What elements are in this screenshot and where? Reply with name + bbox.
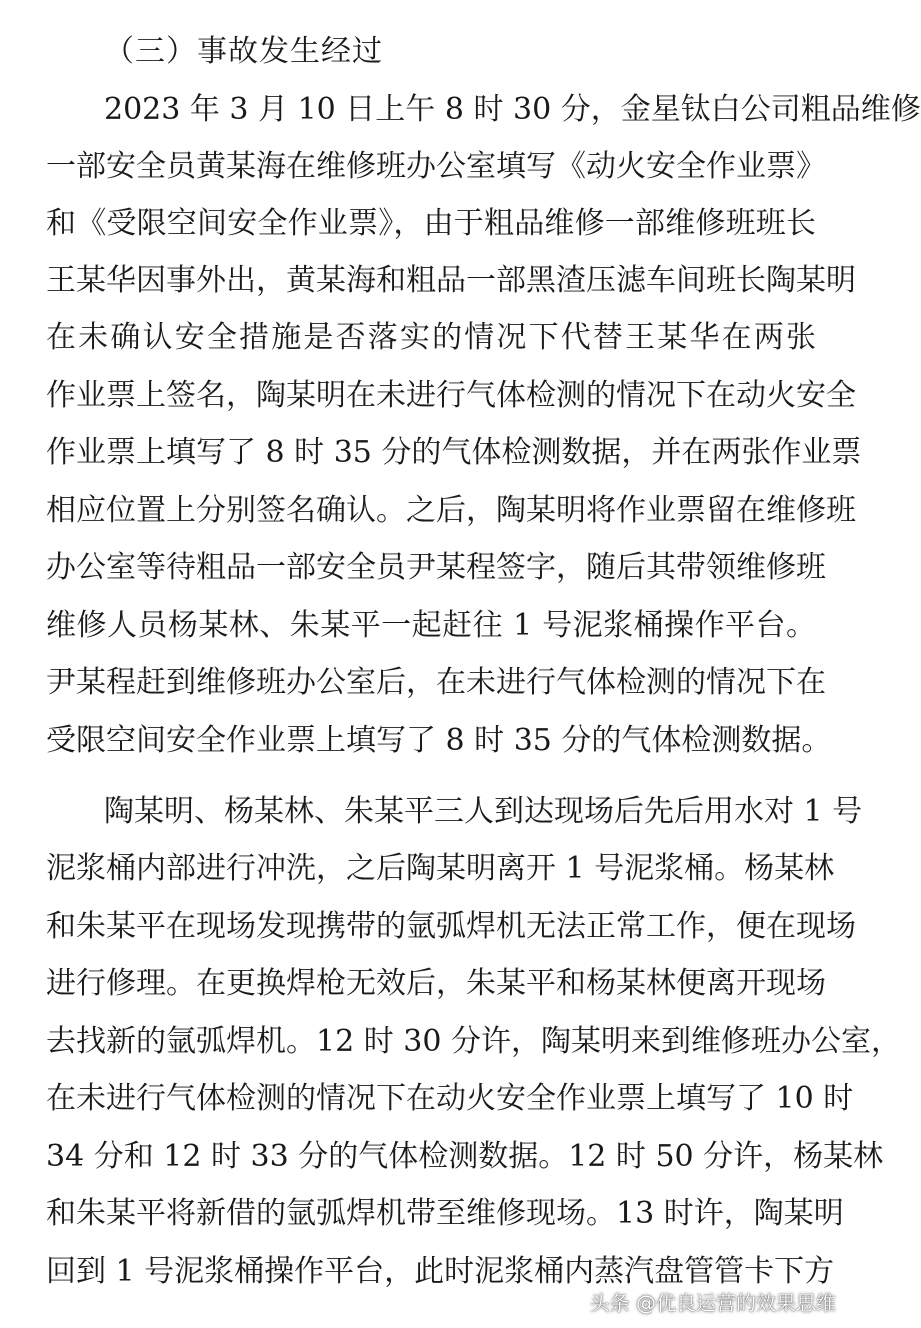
paragraph-1-line: 和《受限空间安全作业票》，由于粗品维修一部维修班班长: [46, 206, 816, 241]
paragraph-1-line: 王某华因事外出，黄某海和粗品一部黑渣压滤车间班长陶某明: [46, 263, 856, 298]
paragraph-1-line: 相应位置上分别签名确认。之后，陶某明将作业票留在维修班: [46, 493, 856, 528]
section-heading: （三）事故发生经过: [104, 34, 383, 69]
watermark-text: 头条 @优良运营的效果思维: [589, 1291, 836, 1315]
paragraph-2-line: 34 分和 12 时 33 分的气体检测数据。12 时 50 分许，杨某林: [46, 1139, 884, 1174]
paragraph-1-line: 2023 年 3 月 10 日上午 8 时 30 分，金星钛白公司粗品维修: [104, 92, 921, 127]
paragraph-1-line: 作业票上填写了 8 时 35 分的气体检测数据，并在两张作业票: [46, 435, 862, 470]
paragraph-1-line: 办公室等待粗品一部安全员尹某程签字，随后其带领维修班: [46, 550, 826, 585]
paragraph-2-line: 在未进行气体检测的情况下在动火安全作业票上填写了 10 时: [46, 1081, 854, 1116]
paragraph-1-line: 一部安全员黄某海在维修班办公室填写《动火安全作业票》: [46, 149, 826, 184]
paragraph-2-line: 和朱某平将新借的氩弧焊机带至维修现场。13 时许，陶某明: [46, 1196, 844, 1231]
paragraph-1-line: 作业票上签名，陶某明在未进行气体检测的情况下在动火安全: [46, 378, 856, 413]
paragraph-2-line: 陶某明、杨某林、朱某平三人到达现场后先后用水对 1 号: [104, 794, 863, 829]
paragraph-2-line: 泥浆桶内部进行冲洗，之后陶某明离开 1 号泥浆桶。杨某林: [46, 851, 835, 886]
paragraph-1-line: 在未确认安全措施是否落实的情况下代替王某华在两张: [46, 320, 816, 355]
paragraph-2-line: 去找新的氩弧焊机。12 时 30 分许，陶某明来到维修班办公室，: [46, 1024, 901, 1059]
paragraph-2-line: 回到 1 号泥浆桶操作平台，此时泥浆桶内蒸汽盘管管卡下方: [46, 1254, 835, 1289]
paragraph-2-line: 和朱某平在现场发现携带的氩弧焊机无法正常工作，便在现场: [46, 909, 856, 944]
paragraph-1-line: 受限空间安全作业票上填写了 8 时 35 分的气体检测数据。: [46, 723, 832, 758]
paragraph-2-line: 进行修理。在更换焊枪无效后，朱某平和杨某林便离开现场: [46, 966, 826, 1001]
paragraph-1-line: 维修人员杨某林、朱某平一起赶往 1 号泥浆桶操作平台。: [46, 608, 816, 643]
paragraph-1-line: 尹某程赶到维修班办公室后，在未进行气体检测的情况下在: [46, 665, 826, 700]
